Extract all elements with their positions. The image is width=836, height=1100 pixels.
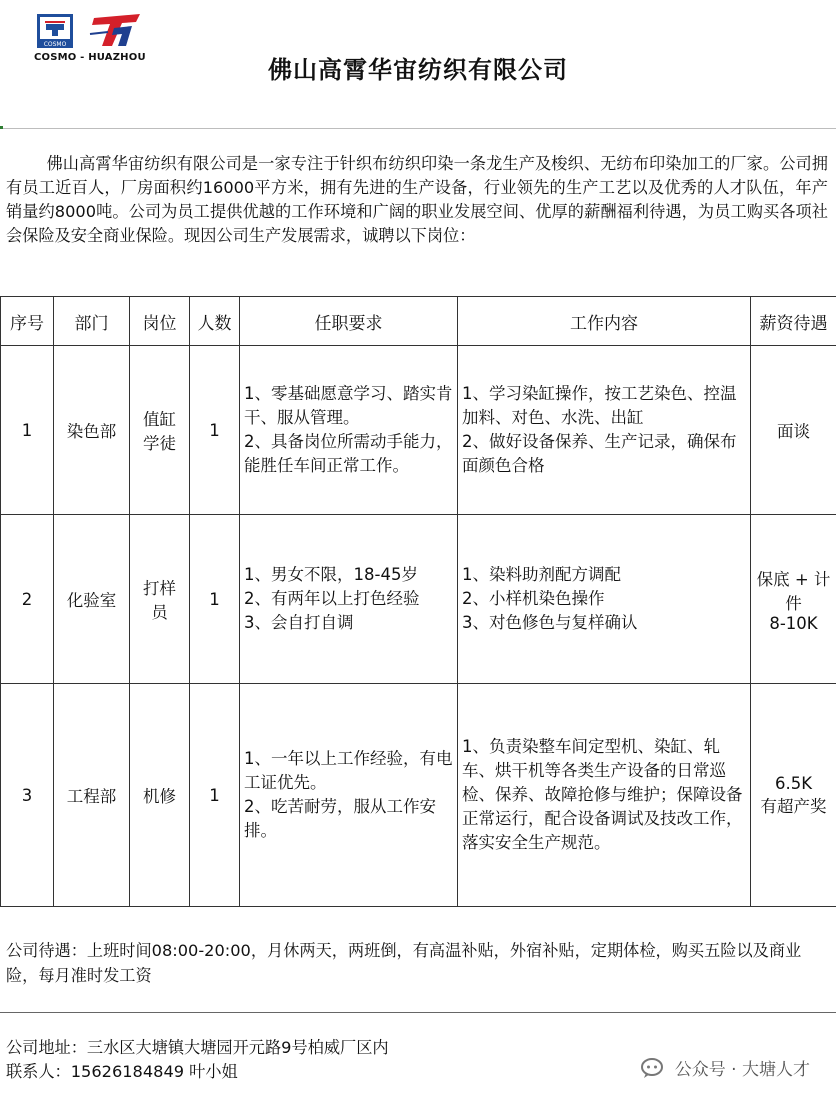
requirement-item: 2、具备岗位所需动手能力，能胜任车间正常工作。 bbox=[244, 432, 453, 475]
duty-item: 1、负责染整车间定型机、染缸、轧车、烘干机等各类生产设备的日常巡检、保养、故障抢修与维护；保障设备正常运行，配合设备调试及技改工作，落实安全生产规范。 bbox=[462, 737, 743, 852]
cell-position bbox=[130, 684, 190, 907]
duty-item: 1、染料助剂配方调配 bbox=[462, 565, 621, 584]
header-salary: 薪资待遇 bbox=[751, 297, 836, 346]
position-line: 值缸 bbox=[143, 410, 176, 429]
corner-mark bbox=[0, 126, 3, 129]
duty-item: 2、小样机染色操作 bbox=[462, 589, 605, 608]
requirement-item: 1、一年以上工作经验，有电工证优先。 bbox=[244, 749, 453, 792]
cell-requirements bbox=[240, 515, 458, 684]
table-header-row bbox=[1, 297, 836, 346]
duty-item: 3、对色修色与复样确认 bbox=[462, 613, 638, 632]
header-position: 岗位 bbox=[130, 297, 190, 346]
requirement-item: 2、吃苦耐劳，服从工作安排。 bbox=[244, 797, 436, 840]
contact-block bbox=[6, 1036, 389, 1084]
position-line: 学徒 bbox=[143, 434, 176, 453]
cell-requirements bbox=[240, 346, 458, 515]
company-title: 佛山高霄华宙纺织有限公司 bbox=[268, 56, 568, 84]
cell-no: 1 bbox=[1, 346, 54, 515]
cell-duties bbox=[458, 515, 751, 684]
cell-no: 3 bbox=[1, 684, 54, 907]
header-dept: 部门 bbox=[54, 297, 130, 346]
cell-count: 1 bbox=[190, 515, 240, 684]
cell-requirements bbox=[240, 684, 458, 907]
requirement-item: 2、有两年以上打色经验 bbox=[244, 589, 420, 608]
contact-person: 联系人：15626184849 叶小姐 bbox=[6, 1062, 238, 1081]
footer-divider bbox=[0, 1012, 836, 1013]
cell-count: 1 bbox=[190, 346, 240, 515]
requirement-item: 3、会自打自调 bbox=[244, 613, 354, 632]
cell-salary bbox=[751, 515, 836, 684]
duty-item: 2、做好设备保养、生产记录，确保布面颜色合格 bbox=[462, 432, 737, 475]
duty-item: 1、学习染缸操作，按工艺染色、控温加料、对色、水洗、出缸 bbox=[462, 384, 737, 427]
cell-no: 2 bbox=[1, 515, 54, 684]
salary-line: 保底 + 计 bbox=[756, 569, 831, 589]
salary-line: 6.5K bbox=[774, 773, 813, 793]
company-benefits: 公司待遇：上班时间08:00-20:00，月休两天，两班倒，有高温补贴，外宿补贴，定期体检，购买五险以及商业险，每月准时发工资 bbox=[6, 941, 802, 985]
cell-count: 1 bbox=[190, 684, 240, 907]
header-no: 序号 bbox=[1, 297, 54, 346]
cell-salary bbox=[751, 346, 836, 515]
salary-line: 件 bbox=[785, 593, 802, 613]
page-header bbox=[0, 0, 836, 129]
cell-position bbox=[130, 346, 190, 515]
cell-salary bbox=[751, 684, 836, 907]
header-count: 人数 bbox=[190, 297, 240, 346]
cell-duties bbox=[458, 346, 751, 515]
position-line: 机修 bbox=[143, 787, 176, 806]
huazhou-logo bbox=[88, 12, 144, 48]
header-requirements: 任职要求 bbox=[240, 297, 458, 346]
cell-dept: 染色部 bbox=[54, 346, 130, 515]
table-row bbox=[1, 684, 836, 907]
company-address: 公司地址：三水区大塘镇大塘园开元路9号柏威厂区内 bbox=[6, 1038, 389, 1057]
cell-dept: 工程部 bbox=[54, 684, 130, 907]
cell-position bbox=[130, 515, 190, 684]
salary-line: 有超产奖 bbox=[760, 796, 827, 816]
requirement-item: 1、零基础愿意学习、踏实肯干、服从管理。 bbox=[244, 384, 453, 427]
position-line: 员 bbox=[151, 603, 168, 622]
company-intro: 佛山高霄华宙纺织有限公司是一家专注于针织布纺织印染一条龙生产及梭织、无纺布印染加工的厂家。公司拥有员工近百人，厂房面积约16000平方米，拥有先进的生产设备，行业领先的生产工艺以及优秀的人才队伍，年产销量约8000吨。公司为员工提供优越的工作环境和广阔的职业发展空间、优厚的薪酬福利待遇，为员工购买各项社会保险及安全商业保险。现因公司生产发展需求，诚聘以下岗位： bbox=[6, 154, 828, 245]
salary-line: 面谈 bbox=[777, 422, 810, 441]
job-table bbox=[0, 296, 836, 907]
logo-caption: COSMO - HUAZHOU bbox=[34, 52, 146, 63]
salary-line: 8-10K bbox=[769, 613, 818, 633]
cell-duties bbox=[458, 684, 751, 907]
requirement-item: 1、男女不限，18-45岁 bbox=[244, 565, 418, 584]
cosmo-logo bbox=[37, 14, 73, 48]
header-duties: 工作内容 bbox=[458, 297, 751, 346]
cell-dept: 化验室 bbox=[54, 515, 130, 684]
table-row bbox=[1, 346, 836, 515]
table-row bbox=[1, 515, 836, 684]
watermark-text: 公众号 · 大塘人才 bbox=[674, 1060, 810, 1080]
position-line: 打样 bbox=[143, 579, 176, 598]
wechat-official-account-icon bbox=[641, 1057, 667, 1079]
cosmo-logo-text: COSMO bbox=[43, 41, 67, 48]
watermark bbox=[641, 1055, 810, 1080]
